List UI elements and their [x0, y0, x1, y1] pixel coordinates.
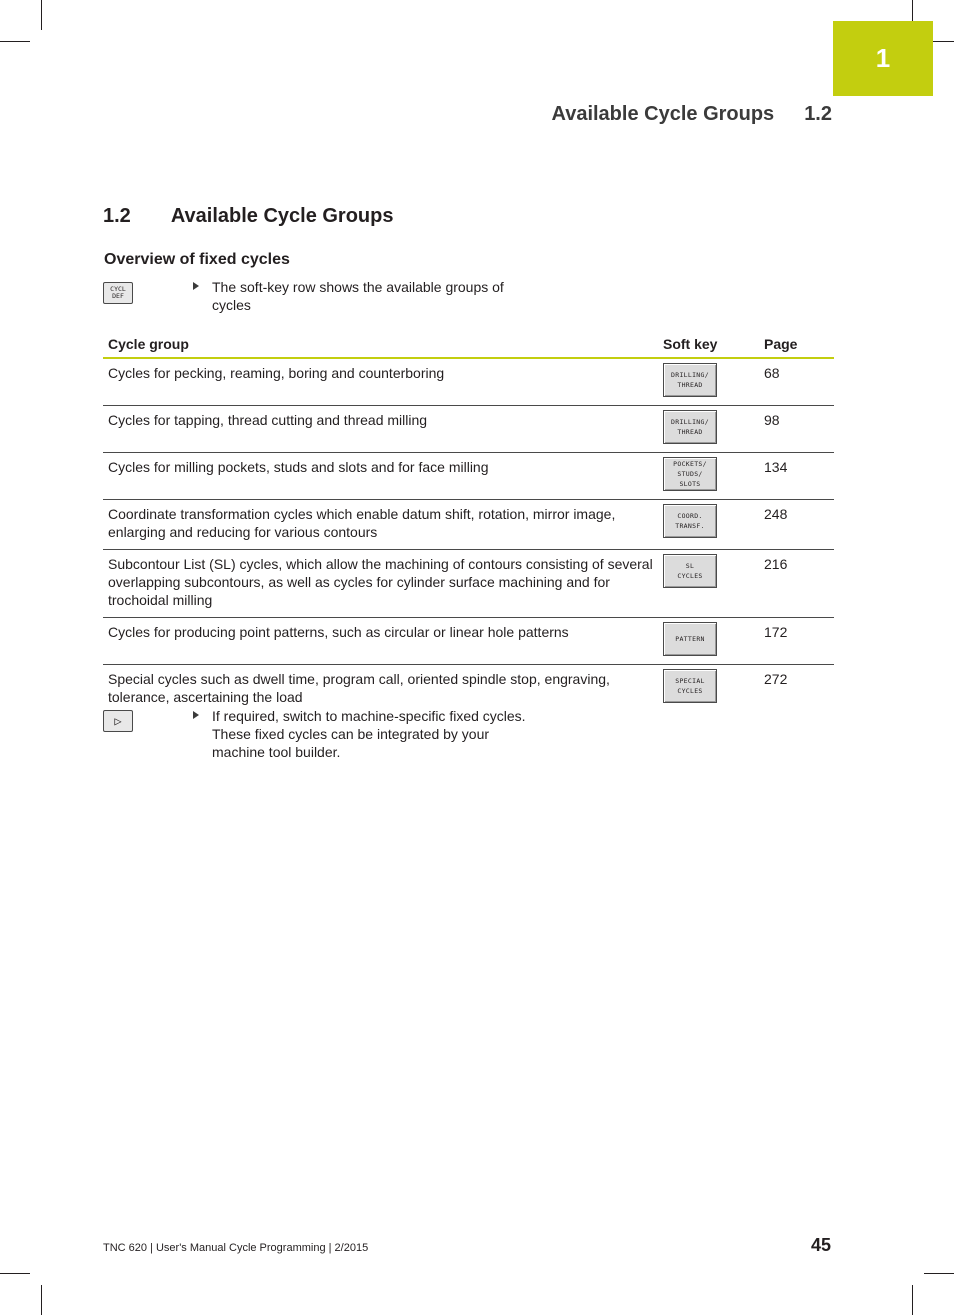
header-page: Page — [759, 332, 834, 358]
next-level-key-icon: ▷ — [103, 710, 133, 732]
cycle-group-cell: Cycles for pecking, reaming, boring and counterboring — [103, 358, 658, 406]
softkey-label: THREAD — [677, 381, 703, 389]
softkey-label: DRILLING/ — [671, 418, 709, 426]
softkey-label: SLOTS — [679, 480, 701, 488]
crop-mark — [912, 1285, 913, 1315]
crop-mark — [0, 41, 30, 42]
key-label: CYCL — [110, 285, 126, 293]
crop-mark — [924, 1273, 954, 1274]
table-row — [103, 618, 834, 665]
bullet-text: The soft-key row shows the available groups of cycles — [212, 279, 504, 313]
pattern-softkey-icon — [663, 622, 717, 656]
table-row — [103, 550, 834, 618]
softkey-label: COORD. — [677, 512, 703, 520]
softkey-label: CYCLES — [677, 572, 703, 580]
crop-mark — [41, 1285, 42, 1315]
crop-mark — [0, 1273, 30, 1274]
header-cycle-group: Cycle group — [103, 332, 658, 358]
bullet-arrow-icon — [193, 282, 199, 290]
table-header-row — [103, 332, 834, 358]
softkey-label: TRANSF. — [675, 522, 705, 530]
softkey-cell — [658, 406, 759, 453]
key-label: DEF — [112, 292, 124, 300]
cycle-group-cell: Cycles for tapping, thread cutting and thread milling — [103, 406, 658, 453]
chapter-tab: 1 — [833, 21, 933, 96]
cycl-def-key-icon — [103, 282, 133, 304]
softkey-label: SL — [685, 562, 695, 570]
softkey-cell — [658, 618, 759, 665]
cycle-group-cell: Special cycles such as dwell time, program call, oriented spindle stop, engraving, tolerance, ascertaining the load — [108, 671, 610, 705]
coord-transf-softkey-icon — [663, 504, 717, 538]
header-soft-key: Soft key — [658, 332, 759, 358]
table-row — [103, 406, 834, 453]
section-title-text: Available Cycle Groups — [170, 205, 394, 227]
softkey-cell — [658, 500, 759, 550]
softkey-label: DRILLING/ — [671, 371, 709, 379]
page-cell: 216 — [759, 550, 834, 618]
softkey-label: POCKETS/ — [673, 460, 707, 468]
table-row — [103, 358, 834, 406]
sl-cycles-softkey-icon — [663, 554, 717, 588]
softkey-label: PATTERN — [675, 635, 705, 643]
running-head-title: Available Cycle Groups — [551, 103, 775, 125]
bullet-text: If required, switch to machine-specific fixed cycles. These fixed cycles can be integrated by your machine tool builder. — [212, 708, 526, 760]
softkey-label: THREAD — [677, 428, 703, 436]
softkey-label: CYCLES — [677, 687, 703, 695]
table-row — [103, 500, 834, 550]
softkey-cell — [658, 665, 759, 715]
footer-text: TNC 620 | User's Manual Cycle Programming | 2/2015 — [103, 1242, 369, 1254]
drilling-thread-softkey-icon — [663, 363, 717, 397]
page-cell: 248 — [759, 500, 834, 550]
special-cycles-softkey-icon — [663, 669, 717, 703]
softkey-cell — [658, 550, 759, 618]
pockets-studs-slots-softkey-icon — [663, 457, 717, 491]
crop-mark — [41, 0, 42, 30]
cycle-group-cell: Subcontour List (SL) cycles, which allow the machining of contours consisting of several overlapping subcontours, as well as cycles for cylinder surface machining and for trochoidal milling — [103, 550, 658, 618]
page-cell: 98 — [759, 406, 834, 453]
running-head-number: 1.2 — [804, 103, 832, 125]
cycle-groups-table — [103, 332, 834, 714]
subheading: Overview of fixed cycles — [104, 251, 290, 268]
bullet-item — [193, 707, 533, 767]
cycle-group-cell: Coordinate transformation cycles which enable datum shift, rotation, mirror image, enlarging and reducing for various contours — [103, 500, 658, 550]
cycle-group-cell: Cycles for producing point patterns, such as circular or linear hole patterns — [103, 618, 658, 665]
softkey-label: STUDS/ — [677, 470, 703, 478]
section-number: 1.2 — [103, 205, 131, 227]
table-row — [103, 453, 834, 500]
softkey-cell — [658, 453, 759, 500]
softkey-label: SPECIAL — [675, 677, 705, 685]
page-cell: 68 — [759, 358, 834, 406]
page-cell: 134 — [759, 453, 834, 500]
page-cell: 172 — [759, 618, 834, 665]
page-number: 45 — [810, 1235, 831, 1255]
running-head — [552, 103, 833, 126]
softkey-cell — [658, 358, 759, 406]
bullet-item — [193, 278, 533, 318]
page-cell: 272 — [764, 671, 788, 687]
bullet-arrow-icon — [193, 711, 199, 719]
cycle-group-cell: Cycles for milling pockets, studs and slots and for face milling — [103, 453, 658, 500]
section-title — [103, 205, 394, 228]
drilling-thread-softkey-icon — [663, 410, 717, 444]
